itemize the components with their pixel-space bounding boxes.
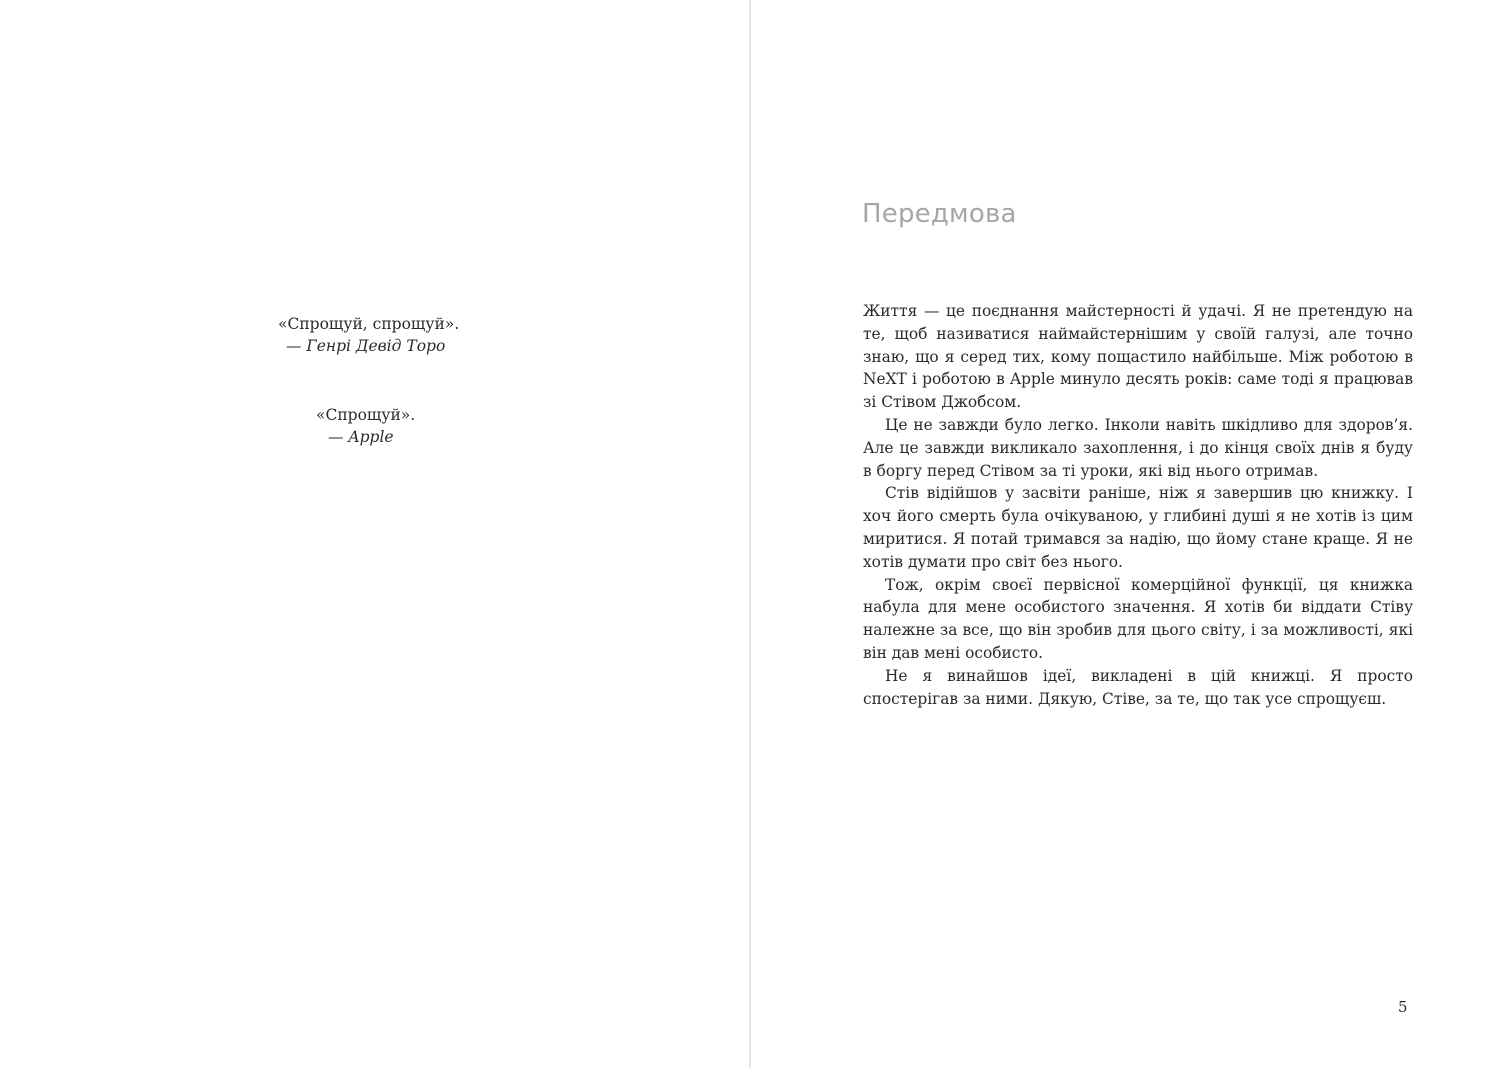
epigraph-author: — Генрі Девід Торо	[286, 337, 446, 355]
paragraph: Життя — це поєднання майстерності й удачі. Я не претендую на те, щоб називатися наймайстернішим у своїй галузі, але точно знаю, що я серед тих, кому пощастило найбільше. Між роботою в NeXT і роботою в Apple минуло десять років: саме тоді я працював зі Стівом Джобсом.	[863, 302, 1413, 412]
chapter-title: Передмова	[862, 199, 1017, 229]
epigraph-quote: «Спрощуй».	[316, 406, 416, 424]
epigraph-apple	[316, 404, 415, 448]
paragraph: Це не завжди було легко. Інколи навіть шкідливо для здоров’я. Але це завжди викликало захоплення, і до кінця своїх днів я буду в боргу перед Стівом за ті уроки, які від нього отримав.	[863, 415, 1413, 480]
epigraph-quote: «Спрощуй, спрощуй».	[278, 315, 460, 333]
paragraph: Не я винайшов ідеї, викладені в цій книжці. Я просто спостерігав за ними. Дякую, Стіве, за те, що так усе спрощуєш.	[863, 666, 1413, 708]
paragraph: Стів відійшов у засвіти раніше, ніж я завершив цю книжку. І хоч його смерть була очікуваною, у глибині душі я не хотів із цим миритися. Я потай тримався за надію, що йому стане краще. Я не хотів думати про світ без нього.	[863, 484, 1413, 571]
epigraph-thoreau	[278, 313, 459, 357]
paragraph: Тож, окрім своєї первісної комерційної функції, ця книжка набула для мене особистого значення. Я хотів би віддати Стіву належне за все, що він зробив для цього світу, і за можливості, які він дав мені особисто.	[863, 575, 1413, 662]
epigraph-author: — Apple	[328, 428, 394, 446]
chapter-body	[863, 300, 1413, 710]
page-number: 5	[1398, 998, 1408, 1016]
